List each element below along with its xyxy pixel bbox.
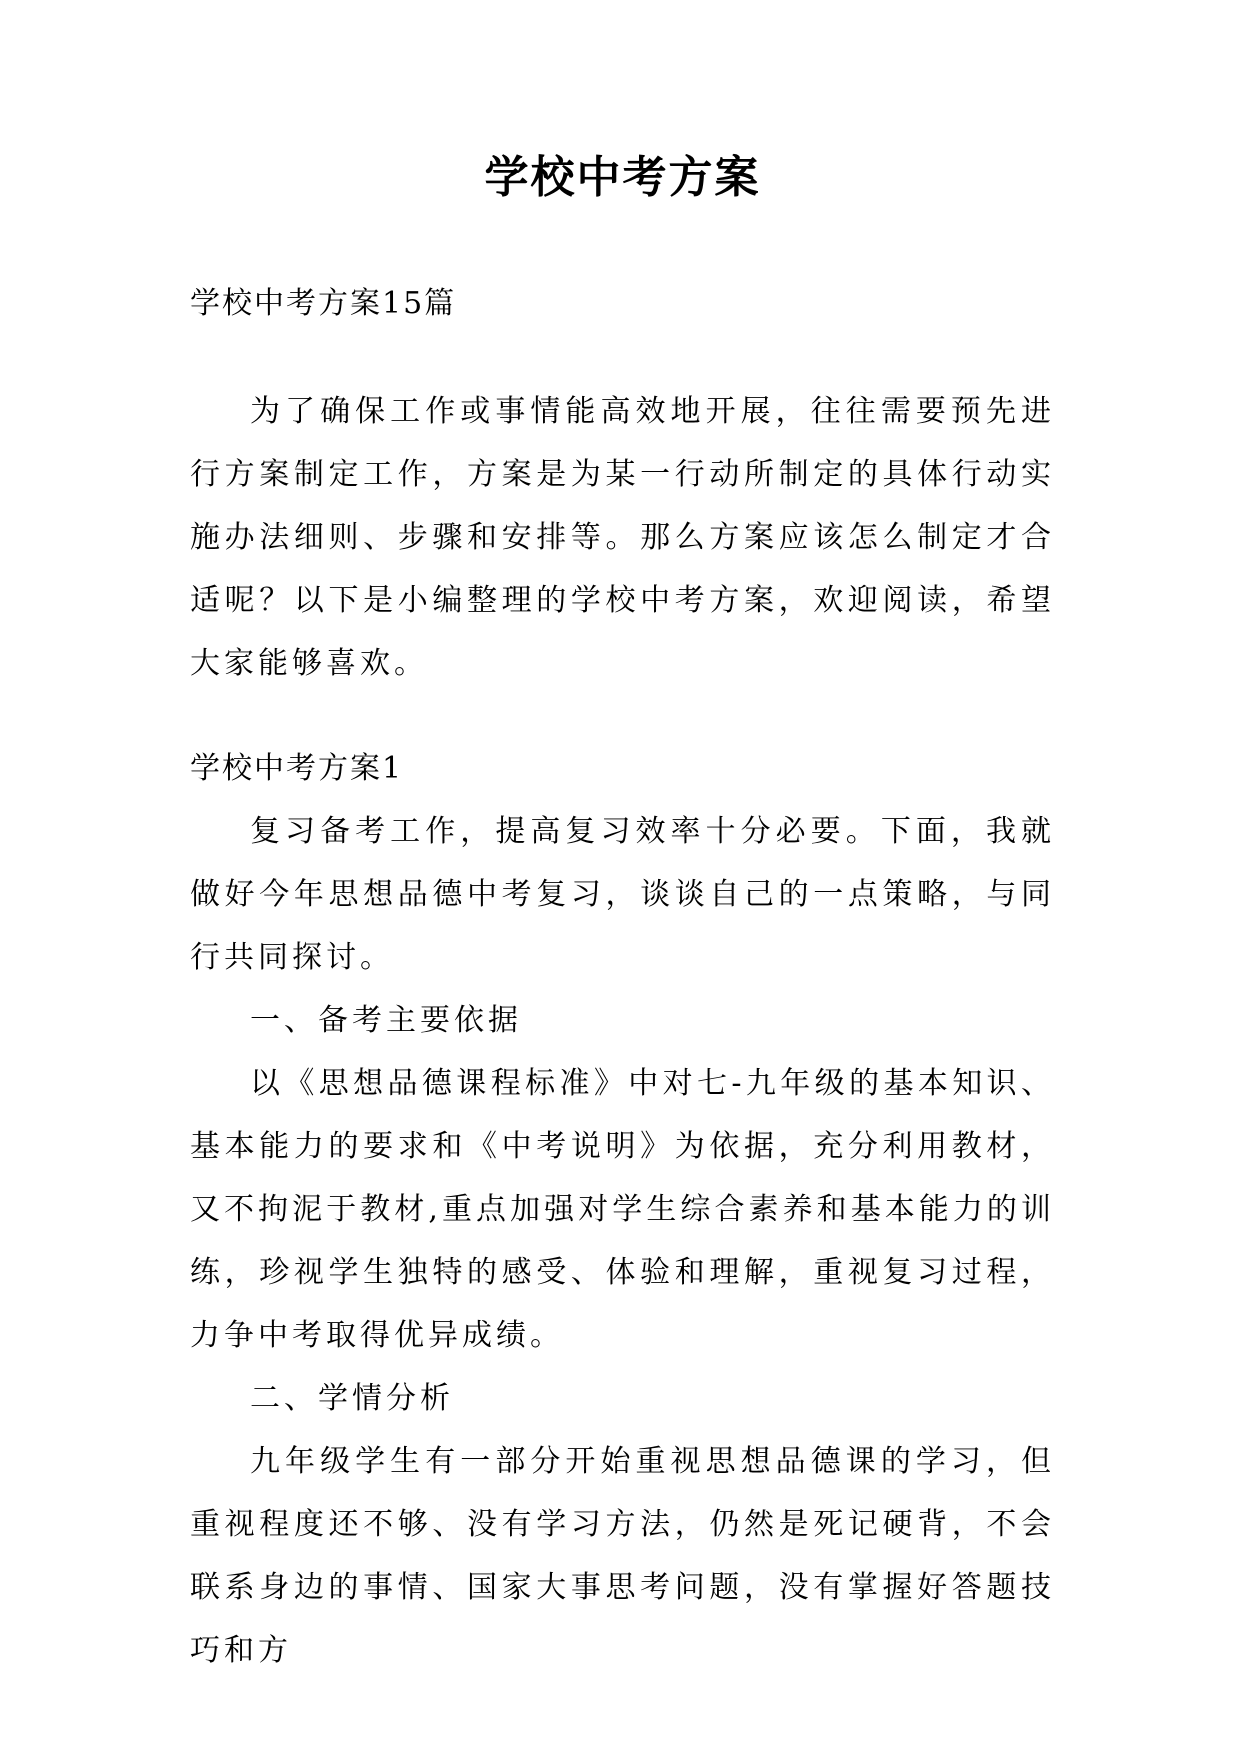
- section-1-paragraph-2: 以《思想品德课程标准》中对七-九年级的基本知识、基本能力的要求和《中考说明》为依据，充分利用教材，又不拘泥于教材,重点加强对学生综合素养和基本能力的训练，珍视学生独特的感受、体验和理解，重视复习过程，力争中考取得优异成绩。: [190, 1066, 1055, 1353]
- document-content: [190, 148, 1055, 1682]
- document-subtitle: 学校中考方案15篇: [190, 286, 457, 321]
- section-1-paragraph-1: 复习备考工作，提高复习效率十分必要。下面，我就做好今年思想品德中考复习，谈谈自己的一点策略，与同行共同探讨。: [190, 814, 1055, 975]
- document-title: 学校中考方案: [484, 152, 761, 203]
- section-1-heading-1: 一、备考主要依据: [250, 1003, 522, 1038]
- intro-paragraph: 为了确保工作或事情能高效地开展，往往需要预先进行方案制定工作，方案是为某一行动所制定的具体行动实施办法细则、步骤和安排等。那么方案应该怎么制定才合适呢？以下是小编整理的学校中考方案，欢迎阅读，希望大家能够喜欢。: [190, 394, 1055, 681]
- section-1-paragraph-3: 九年级学生有一部分开始重视思想品德课的学习，但重视程度还不够、没有学习方法，仍然是死记硬背，不会联系身边的事情、国家大事思考问题，没有掌握好答题技巧和方: [190, 1444, 1055, 1668]
- section-1-heading-2: 二、学情分析: [250, 1381, 454, 1416]
- section-1-title: 学校中考方案1: [190, 751, 404, 786]
